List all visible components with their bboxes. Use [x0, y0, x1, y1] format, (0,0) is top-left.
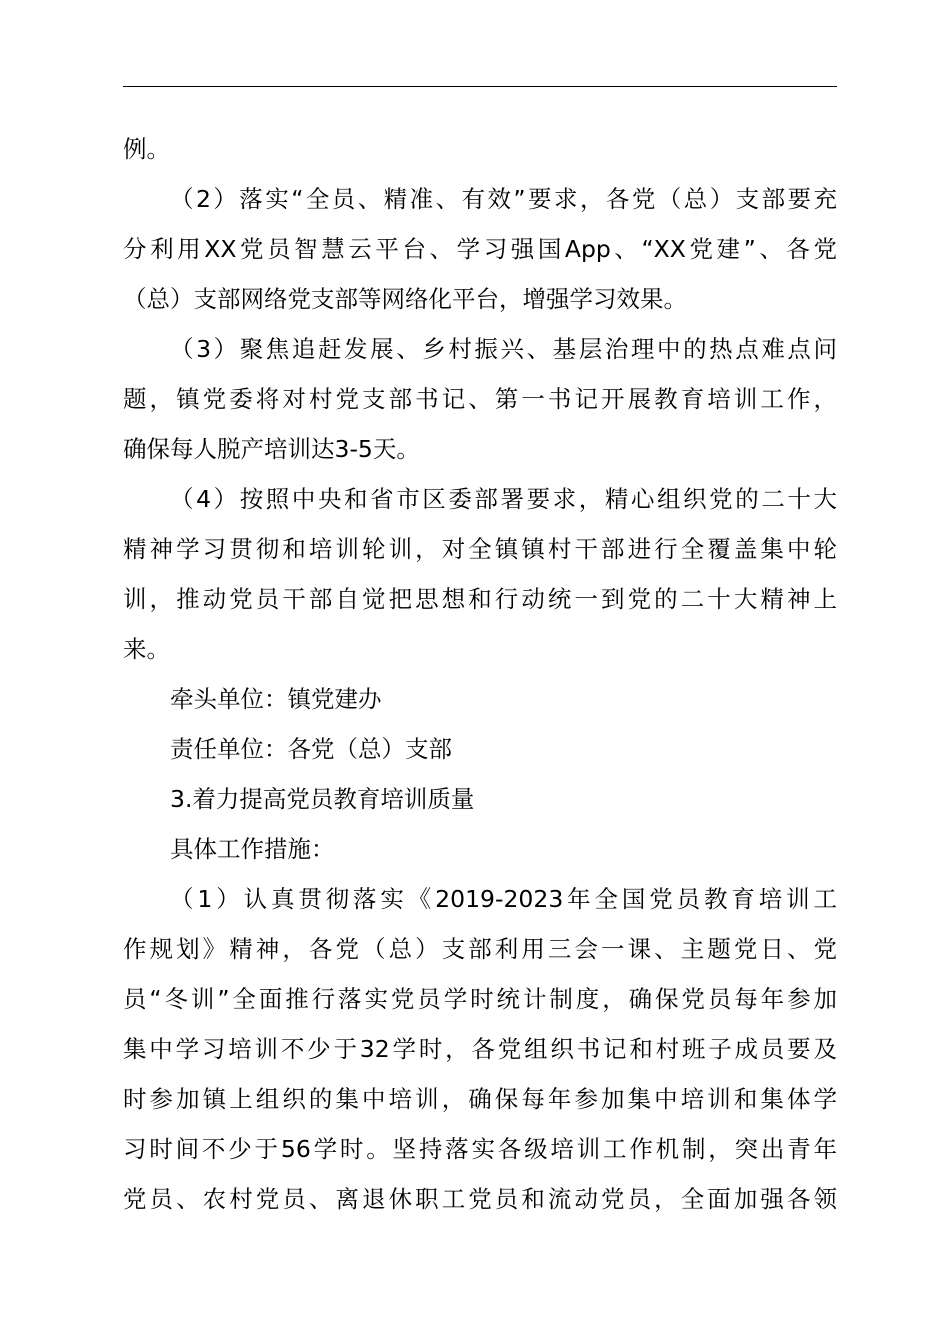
responsible-unit-line: 责任单位：各党（总）支部 [170, 735, 452, 763]
text-line: （4）按照中央和省市区委部署要求，精心组织党的二十大 [170, 485, 837, 513]
text-line: 员“冬训”全面推行落实党员学时统计制度，确保党员每年参加 [123, 985, 837, 1013]
text-line: 确保每人脱产培训达3-5天。 [123, 435, 420, 463]
text-line: （总）支部网络党支部等网络化平台，增强学习效果。 [123, 285, 687, 313]
text-line: （2）落实“全员、精准、有效”要求，各党（总）支部要充 [170, 185, 837, 213]
text-line: 例。 [123, 135, 170, 163]
text-line: 来。 [123, 635, 170, 663]
text-line: （1）认真贯彻落实《2019-2023年全国党员教育培训工 [170, 885, 837, 913]
text-line: 党员、农村党员、离退休职工党员和流动党员，全面加强各领 [123, 1185, 837, 1213]
text-line: 分利用XX党员智慧云平台、学习强国App、“XX党建”、各党 [123, 235, 837, 263]
measures-heading: 具体工作措施： [170, 835, 335, 863]
text-line: 训，推动党员干部自觉把思想和行动统一到党的二十大精神上 [123, 585, 837, 613]
text-line: 题，镇党委将对村党支部书记、第一书记开展教育培训工作， [123, 385, 837, 413]
section-heading: 3.着力提高党员教育培训质量 [170, 785, 475, 813]
text-line: 精神学习贯彻和培训轮训，对全镇镇村干部进行全覆盖集中轮 [123, 535, 837, 563]
text-line: 集中学习培训不少于32学时，各党组织书记和村班子成员要及 [123, 1035, 837, 1063]
text-line: 习时间不少于56学时。坚持落实各级培训工作机制，突出青年 [123, 1135, 837, 1163]
header-rule [123, 86, 837, 87]
text-line: （3）聚焦追赶发展、乡村振兴、基层治理中的热点难点问 [170, 335, 837, 363]
text-line: 时参加镇上组织的集中培训，确保每年参加集中培训和集体学 [123, 1085, 837, 1113]
text-line: 作规划》精神，各党（总）支部利用三会一课、主题党日、党 [123, 935, 837, 963]
lead-unit-line: 牵头单位：镇党建办 [170, 685, 382, 713]
